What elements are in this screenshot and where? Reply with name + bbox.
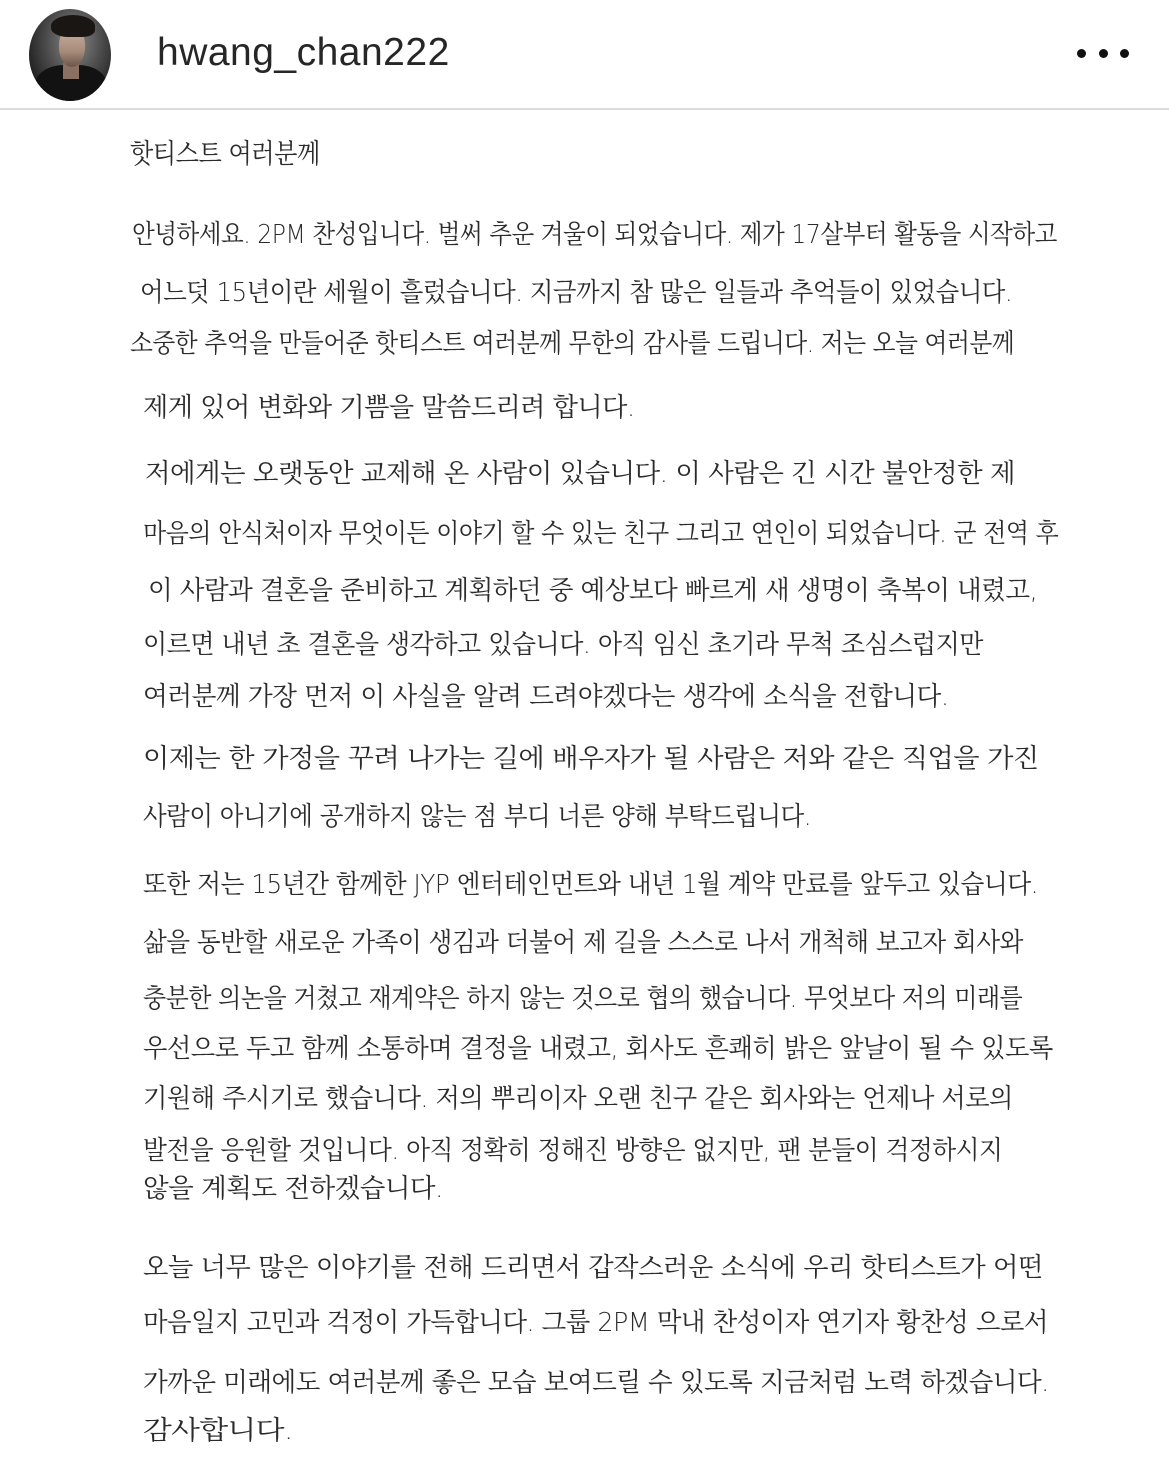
more-horizontal-icon <box>1099 49 1108 58</box>
letter-line: 가까운 미래에도 여러분께 좋은 모습 보여드릴 수 있도록 지금처럼 노력 하겠습니다. <box>143 1368 1049 1398</box>
letter-line: 마음의 안식처이자 무엇이든 이야기 할 수 있는 친구 그리고 연인이 되었습니다. 군 전역 후 <box>143 519 1059 549</box>
letter-line: 또한 저는 15년간 함께한 JYP 엔터테인먼트와 내년 1월 계약 만료를 앞두고 있습니다. <box>143 870 1039 900</box>
letter-line: 여러분께 가장 먼저 이 사실을 알려 드려야겠다는 생각에 소식을 전합니다. <box>143 682 949 712</box>
letter-salutation: 핫티스트 여러분께 <box>130 139 320 170</box>
letter-line: 마음일지 고민과 걱정이 가득합니다. 그룹 2PM 막내 찬성이자 연기자 황찬성 으로서 <box>143 1308 1048 1338</box>
more-horizontal-icon <box>1077 49 1086 58</box>
letter-line: 저에게는 오랫동안 교제해 온 사람이 있습니다. 이 사람은 긴 시간 불안정한 제 <box>145 459 1015 489</box>
letter-line: 이 사람과 결혼을 준비하고 계획하던 중 예상보다 빠르게 새 생명이 축복이 내렸고, <box>148 576 1038 606</box>
post-header <box>0 0 1169 110</box>
letter-line: 기원해 주시기로 했습니다. 저의 뿌리이자 오랜 친구 같은 회사와는 언제나 서로의 <box>143 1084 1013 1114</box>
letter-line: 안녕하세요. 2PM 찬성입니다. 벌써 추운 겨울이 되었습니다. 제가 17살부터 활동을 시작하고 <box>132 220 1057 250</box>
letter-line: 우선으로 두고 함께 소통하며 결정을 내렸고, 회사도 흔쾌히 밝은 앞날이 될 수 있도록 <box>143 1034 1053 1064</box>
letter-line: 어느덧 15년이란 세월이 흘렀습니다. 지금까지 참 많은 일들과 추억들이 있었습니다. <box>140 278 1013 308</box>
more-horizontal-icon <box>1120 49 1129 58</box>
letter-line: 소중한 추억을 만들어준 핫티스트 여러분께 무한의 감사를 드립니다. 저는 오늘 여러분께 <box>130 329 1015 359</box>
more-options-button[interactable] <box>1077 38 1129 68</box>
letter-line: 않을 계획도 전하겠습니다. <box>143 1174 443 1204</box>
avatar[interactable] <box>29 9 111 101</box>
username-link[interactable]: hwang_chan222 <box>157 31 450 74</box>
letter-line: 삶을 동반할 새로운 가족이 생김과 더불어 제 길을 스스로 나서 개척해 보고자 회사와 <box>143 928 1023 958</box>
avatar-hair-shape <box>51 15 95 37</box>
letter-line: 충분한 의논을 거쳤고 재계약은 하지 않는 것으로 협의 했습니다. 무엇보다 저의 미래를 <box>143 984 1023 1014</box>
handwritten-letter-image <box>0 110 1169 1458</box>
letter-line: 이르면 내년 초 결혼을 생각하고 있습니다. 아직 임신 초기라 무척 조심스럽지만 <box>143 630 983 660</box>
letter-line: 오늘 너무 많은 이야기를 전해 드리면서 갑작스러운 소식에 우리 핫티스트가 어떤 <box>143 1253 1043 1283</box>
letter-line: 감사합니다. <box>143 1416 293 1446</box>
letter-line: 발전을 응원할 것입니다. 아직 정확히 정해진 방향은 없지만, 팬 분들이 걱정하시지 <box>143 1136 1003 1166</box>
letter-line: 이제는 한 가정을 꾸려 나가는 길에 배우자가 될 사람은 저와 같은 직업을 가진 <box>143 744 1039 774</box>
letter-line: 제게 있어 변화와 기쁨을 말씀드리려 합니다. <box>143 393 635 423</box>
letter-line: 사람이 아니기에 공개하지 않는 점 부디 너른 양해 부탁드립니다. <box>143 802 812 832</box>
